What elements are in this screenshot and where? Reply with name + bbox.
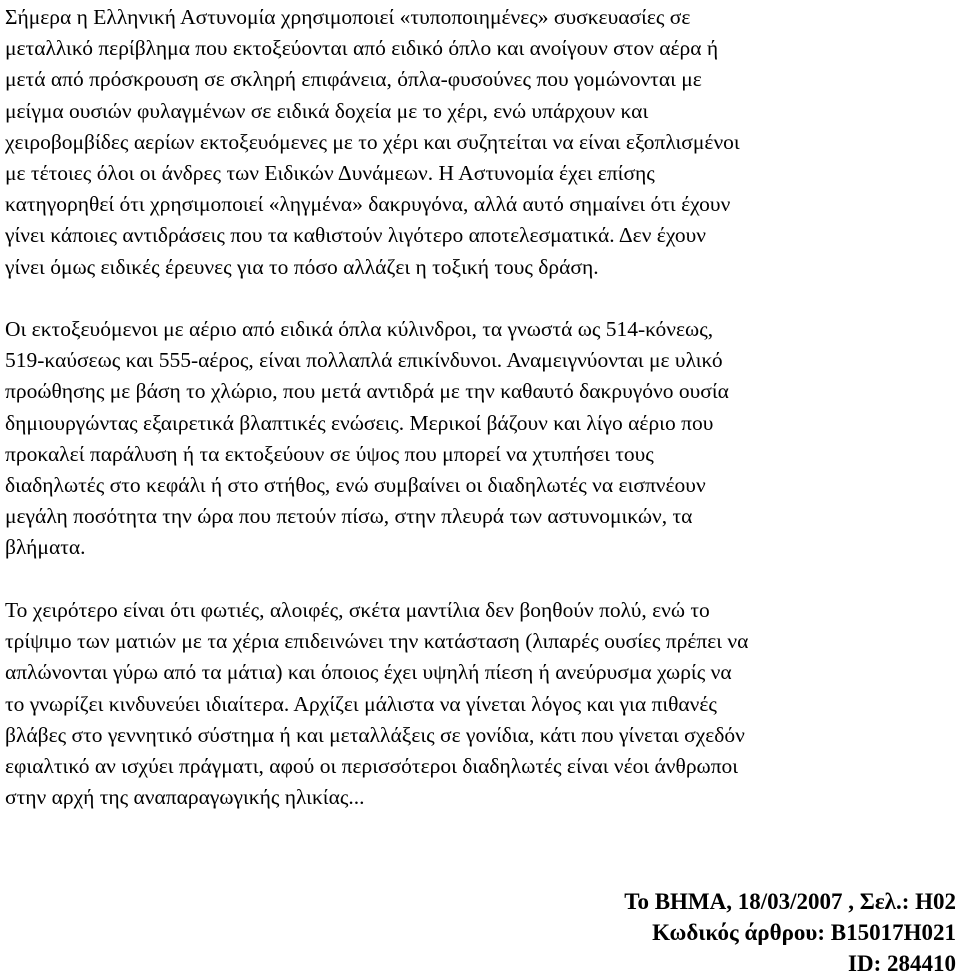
- article-paragraph-1: [5, 2, 740, 283]
- article-paragraph-3: [5, 595, 748, 813]
- paragraph-line: γίνει κάποιες αντιδράσεις που τα καθιστούν λιγότερο αποτελεσματικά. Δεν έχουν: [5, 223, 707, 248]
- paragraph-line: διαδηλωτές στο κεφάλι ή στο στήθος, ενώ συμβαίνει οι διαδηλωτές να εισπνέουν: [5, 473, 706, 498]
- paragraph-line: γίνει όμως ειδικές έρευνες για το πόσο αλλάζει η τοξική τους δράση.: [5, 254, 599, 279]
- paragraph-line: εφιαλτικό αν ισχύει πράγματι, αφού οι περισσότεροι διαδηλωτές είναι νέοι άνθρωποι: [5, 754, 739, 779]
- article-paragraph-2: [5, 314, 729, 564]
- paragraph-line: προκαλεί παράλυση ή τα εκτοξεύουν σε ύψος που μπορεί να χτυπήσει τους: [5, 441, 654, 466]
- paragraph-line: μεγάλη ποσότητα την ώρα που πετούν πίσω, στην πλευρά των αστυνομικών, τα: [5, 504, 693, 529]
- paragraph-line: το γνωρίζει κινδυνεύει ιδιαίτερα. Αρχίζει μάλιστα να γίνεται λόγος και για πιθανές: [5, 691, 717, 716]
- paragraph-line: Σήμερα η Ελληνική Αστυνομία χρησιμοποιεί «τυποποιημένες» συσκευασίες σε: [5, 5, 691, 29]
- paragraph-line: χειροβομβίδες αερίων εκτοξευόμενες με το χέρι και συζητείται να είναι εξοπλισμένοι: [5, 129, 740, 154]
- paragraph-line: απλώνονται γύρω από τα μάτια) και όποιος έχει υψηλή πίεση ή ανεύρυσμα χωρίς να: [5, 660, 732, 685]
- paragraph-line: προώθησης με βάση το χλώριο, που μετά αντιδρά με την καθαυτό δακρυγόνο ουσία: [5, 379, 729, 404]
- paragraph-line: δημιουργώντας εξαιρετικά βλαπτικές ενώσεις. Μερικοί βάζουν και λίγο αέριο που: [5, 410, 714, 435]
- paragraph-line: βλάβες στο γεννητικό σύστημα ή και μεταλλάξεις σε γονίδια, κάτι που γίνεται σχεδόν: [5, 722, 745, 747]
- paragraph-line: με τέτοιες όλοι οι άνδρες των Ειδικών Δυνάμεων. Η Αστυνομία έχει επίσης: [5, 161, 655, 186]
- paragraph-line: Το χειρότερο είναι ότι φωτιές, αλοιφές, σκέτα μαντίλια δεν βοηθούν πολύ, ενώ το: [5, 598, 710, 622]
- paragraph-line: βλήματα.: [5, 535, 86, 560]
- article-code: Κωδικός άρθρου: B15017H021: [652, 920, 956, 945]
- paragraph-line: μεταλλικό περίβλημα που εκτοξεύονται από ειδικό όπλο και ανοίγουν στον αέρα ή: [5, 36, 719, 61]
- article-source-footer: [624, 886, 956, 979]
- paragraph-line: στην αρχή της αναπαραγωγικής ηλικίας...: [5, 785, 365, 810]
- article-id: ID: 284410: [848, 951, 956, 976]
- paragraph-line: 519-καύσεως και 555-αέρος, είναι πολλαπλά επικίνδυνοι. Αναμειγνύονται με υλικό: [5, 348, 723, 373]
- paragraph-line: κατηγορηθεί ότι χρησιμοποιεί «ληγμένα» δακρυγόνα, αλλά αυτό σημαίνει ότι έχουν: [5, 192, 731, 217]
- paragraph-line: μείγμα ουσιών φυλαγμένων σε ειδικά δοχεία με το χέρι, ενώ υπάρχουν και: [5, 98, 649, 123]
- paragraph-line: μετά από πρόσκρουση σε σκληρή επιφάνεια, όπλα-φυσούνες που γομώνονται με: [5, 67, 702, 92]
- source-citation: Το ΒΗΜΑ, 18/03/2007 , Σελ.: Η02: [624, 889, 956, 914]
- paragraph-line: Οι εκτοξευόμενοι με αέριο από ειδικά όπλα κύλινδροι, τα γνωστά ως 514-κόνεως,: [5, 317, 714, 341]
- paragraph-line: τρίψιμο των ματιών με τα χέρια επιδεινώνει την κατάσταση (λιπαρές ουσίες πρέπει να: [5, 629, 749, 654]
